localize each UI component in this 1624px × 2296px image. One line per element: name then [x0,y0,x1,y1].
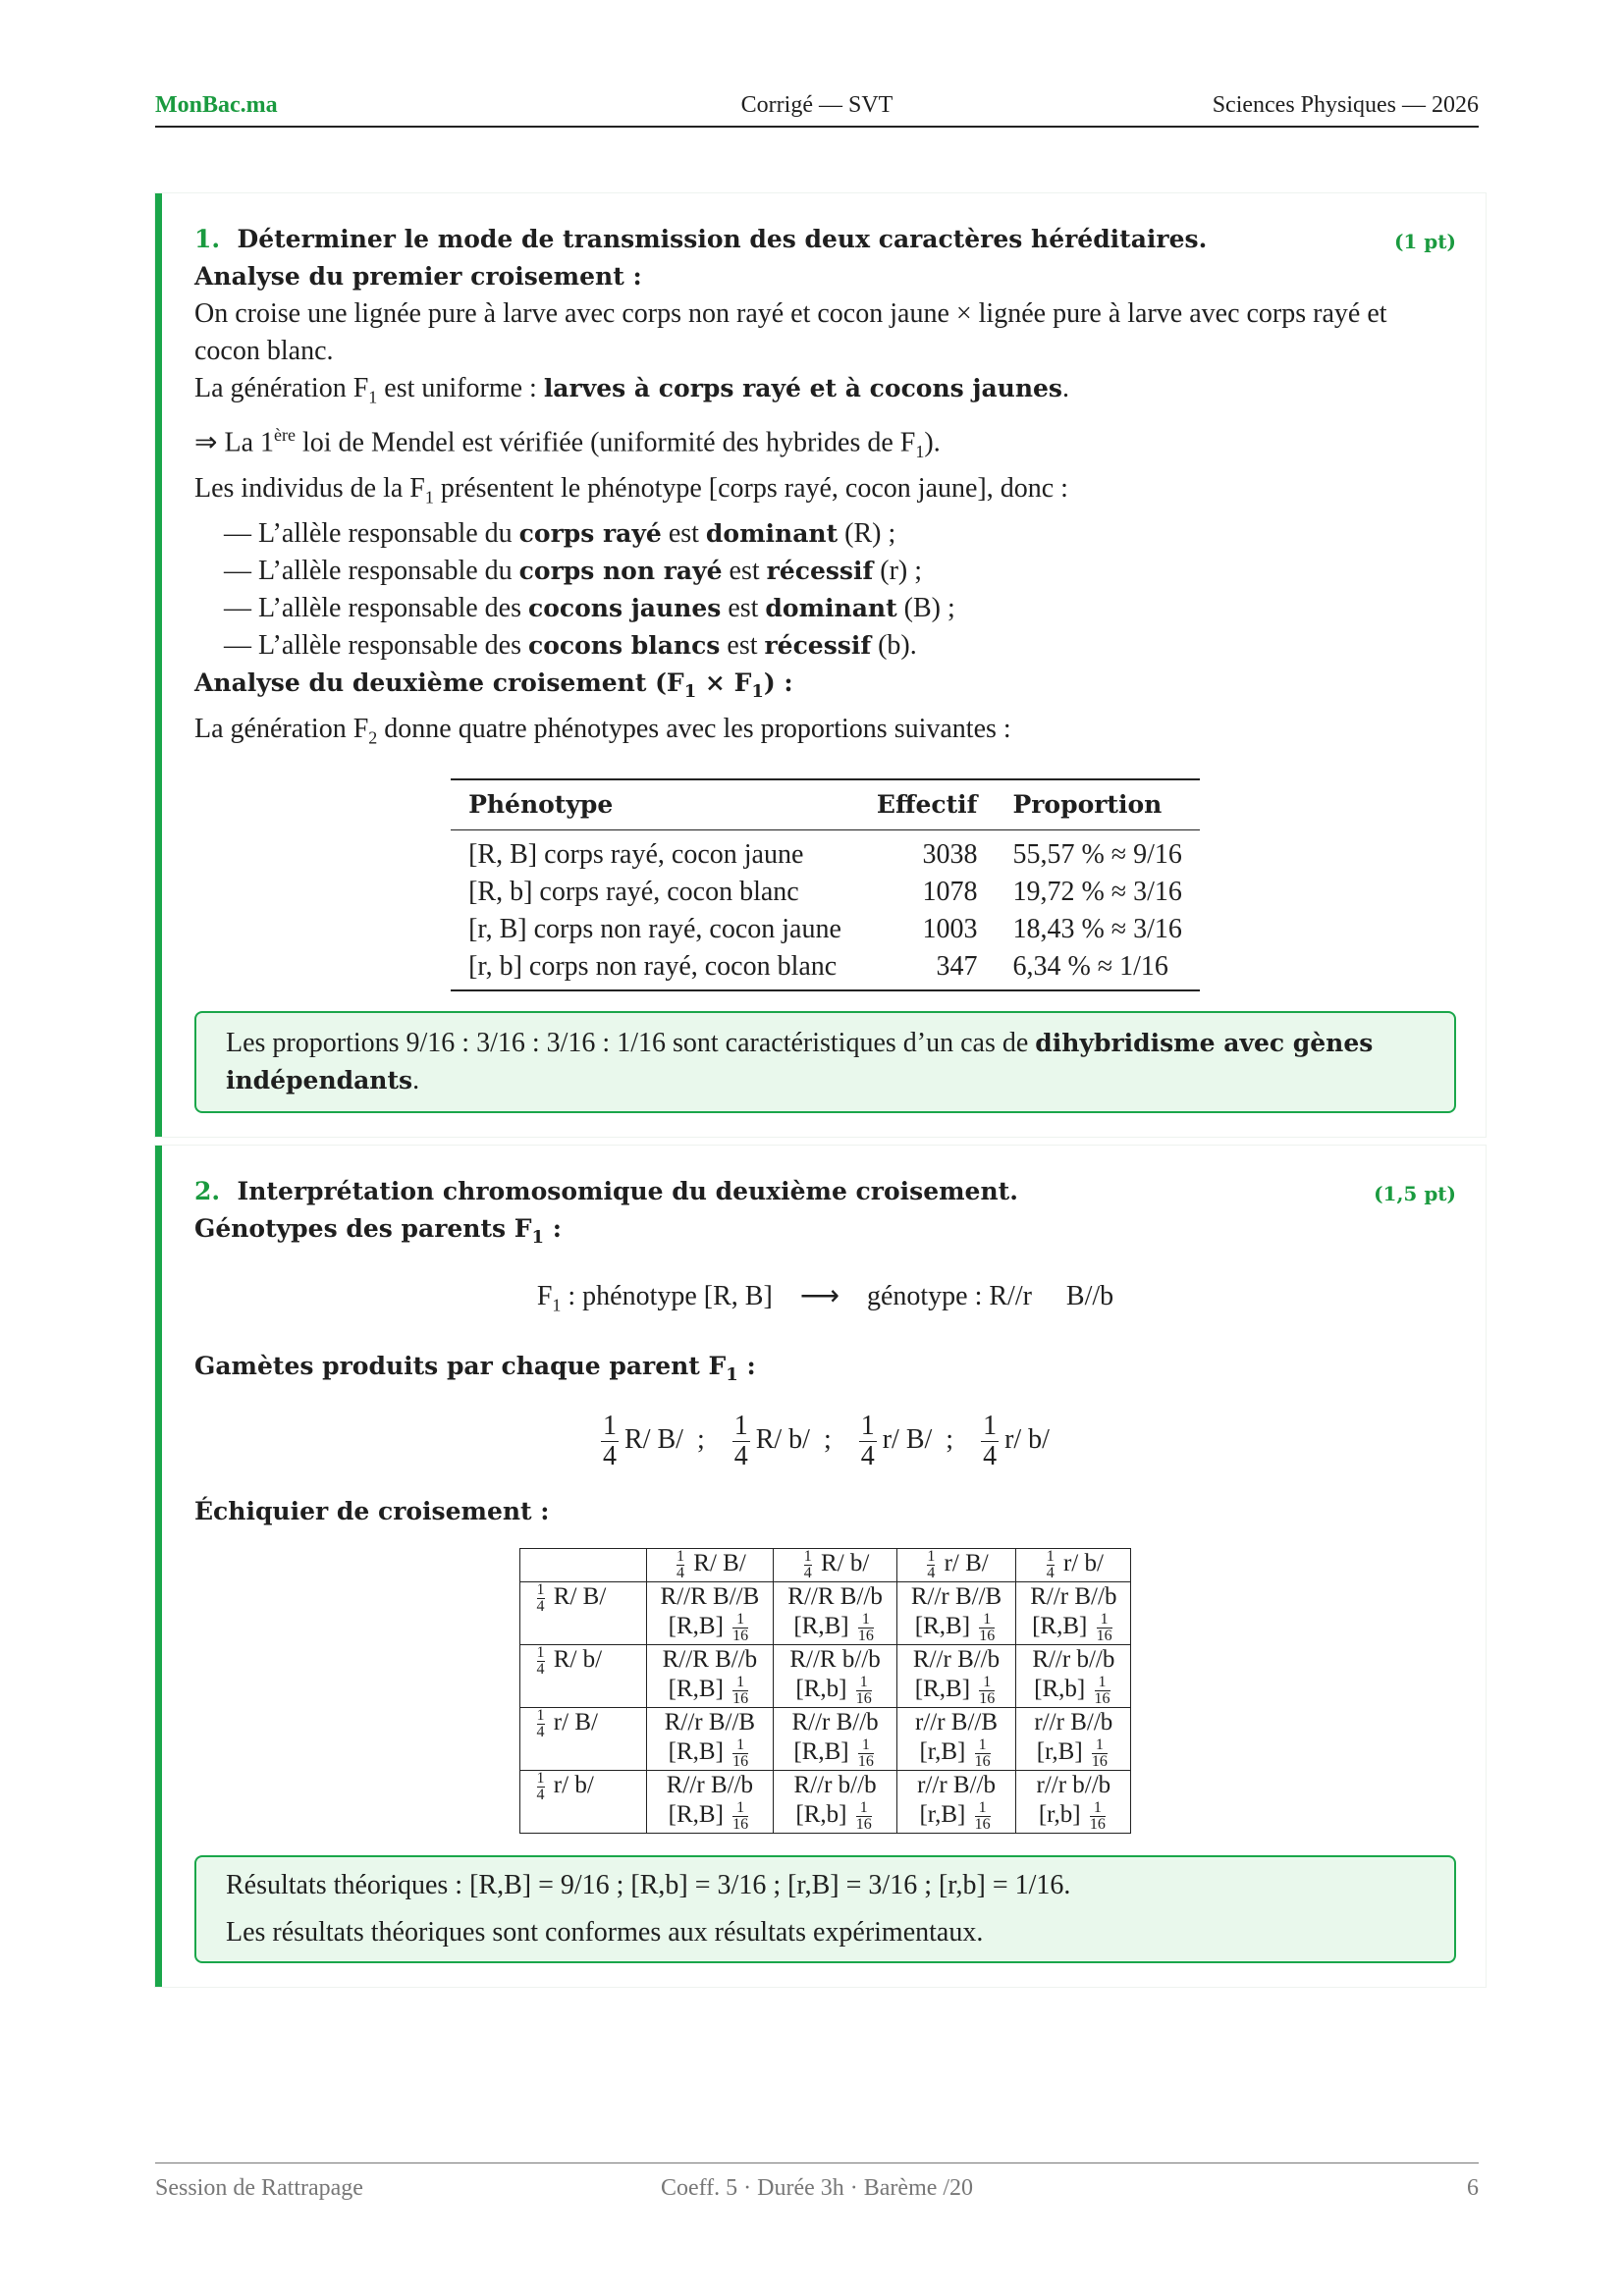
table-cell: 18,43 % ≈ 3/16 [1012,913,1182,944]
table-cell: [R, B] corps rayé, cocon jaune [468,838,804,870]
row-header: $\frac{1}{4}$ R/ B/ [519,1581,646,1644]
question-1-number: 1. [194,225,221,253]
table-row [519,1644,1131,1707]
column-header: $\frac{1}{4}$ R/ B/ [646,1548,774,1581]
fraction: $\frac{1}{16}$ [855,1798,872,1833]
header-series: Sciences Physiques — 2026 [1212,92,1479,118]
table-cell: 55,57 % ≈ 9/16 [1012,838,1182,870]
page-footer [155,2163,1479,2201]
fraction: $\frac{1}{4}$ [733,1410,748,1471]
fraction: $\frac{1}{4}$ [677,1547,685,1581]
corner-cell [519,1548,646,1581]
column-header: Effectif [859,779,996,830]
first-cross-text: On croise une lignée pure à larve avec corps non rayé et cocon jaune × lignée pure à larve avec corps rayé et cocon blanc. [194,298,1387,366]
fraction: $\frac{1}{16}$ [857,1735,874,1770]
fraction: $\frac{1}{16}$ [732,1610,749,1644]
fraction: $\frac{1}{16}$ [857,1610,874,1644]
mendel-law-text: ⇒ La 1ère loi de Mendel est vérifiée (uniformité des hybrides de $F_1$). [194,424,941,461]
punnett-cell: R//R b//b [R,b] $\frac{1}{16}$ [774,1644,897,1707]
column-header: $\frac{1}{4}$ r/ B/ [896,1548,1015,1581]
row-header: $\frac{1}{4}$ r/ b/ [519,1770,646,1833]
conclusion-box: Les proportions 9/16 : 3/16 : 3/16 : 1/16 sont caractéristiques d’un cas de dihybridisme avec gènes indépendants. [194,1011,1456,1113]
fraction: $\frac{1}{16}$ [1091,1735,1108,1770]
column-header: Proportion [995,779,1199,830]
question-2-text: Interprétation chromosomique du deuxième croisement. [237,1177,1018,1205]
table-header-row [451,779,1200,830]
f1-phenotype-text: Les individus de la $F_1$ présentent le phénotype [corps rayé, cocon jaune], donc : [194,472,1068,507]
table-cell: 347 [859,948,996,990]
punnett-cell: R//R B//b [R,B] $\frac{1}{16}$ [646,1644,774,1707]
table-row [519,1707,1131,1770]
table-row [451,911,1200,948]
fraction: $\frac{1}{16}$ [732,1673,749,1707]
punnett-cell: R//r B//B [R,B] $\frac{1}{16}$ [646,1707,774,1770]
question-2-points: (1,5 pt) [1374,1182,1456,1205]
question-1-text: Déterminer le mode de transmission des deux caractères héréditaires. [237,225,1208,253]
fraction: $\frac{1}{4}$ [927,1547,936,1581]
fraction: $\frac{1}{4}$ [536,1769,545,1803]
punnett-cell: r//r B//B [r,B] $\frac{1}{16}$ [896,1707,1015,1770]
fraction: $\frac{1}{4}$ [1046,1547,1055,1581]
dihybridism-bold: dihybridisme avec gènes indépendants [226,1028,1374,1095]
table-row [451,874,1200,911]
punnett-cell: r//r b//b [r,b] $\frac{1}{16}$ [1016,1770,1131,1833]
punnett-cell: R//r B//b [R,B] $\frac{1}{16}$ [646,1770,774,1833]
table-header-row [519,1548,1131,1581]
row-header: $\frac{1}{4}$ R/ b/ [519,1644,646,1707]
footer-coefficient: Coeff. 5 · Durée 3h · Barème /20 [660,2175,974,2201]
gametes-heading: Gamètes produits par chaque parent $F_1$ : [194,1351,756,1385]
fraction: $\frac{1}{4}$ [536,1580,545,1615]
fraction: $\frac{1}{4}$ [536,1706,545,1740]
fraction: $\frac{1}{16}$ [732,1798,749,1833]
fraction: $\frac{1}{16}$ [1094,1673,1110,1707]
parents-genotype-heading: Génotypes des parents $F_1$ : [194,1214,562,1248]
allele-list [194,515,1456,665]
arrow-icon: ⟶ [799,1281,839,1311]
fraction: $\frac{1}{16}$ [732,1735,749,1770]
fraction: $\frac{1}{16}$ [1089,1798,1106,1833]
phenotype-table [451,778,1200,991]
fraction: $\frac{1}{16}$ [855,1673,872,1707]
question-2-number: 2. [194,1177,221,1205]
punnett-cell: R//R B//b [R,B] $\frac{1}{16}$ [774,1581,897,1644]
punnett-cell: R//r B//b [R,B] $\frac{1}{16}$ [896,1644,1015,1707]
results-box [194,1855,1456,1963]
fraction: $\frac{1}{4}$ [603,1410,618,1471]
fraction: $\frac{1}{16}$ [979,1673,996,1707]
page-header [155,90,1479,128]
table-cell: 1003 [922,913,978,944]
punnett-heading: Échiquier de croisement : [194,1496,550,1525]
punnett-cell: R//r b//b [R,b] $\frac{1}{16}$ [774,1770,897,1833]
table-row [519,1770,1131,1833]
punnett-square [519,1548,1132,1834]
results-conclusion: Les résultats théoriques sont conformes aux résultats expérimentaux. [226,1916,984,1948]
first-cross-heading: Analyse du premier croisement : [194,262,642,291]
f1-phenotype-bold: larves à corps rayé et à cocons jaunes [543,374,1063,402]
brand-logo[interactable]: MonBac.ma [155,92,278,118]
table-cell: 6,34 % ≈ 1/16 [995,948,1199,990]
punnett-cell: R//r B//b [R,B] $\frac{1}{16}$ [774,1707,897,1770]
row-header: $\frac{1}{4}$ r/ B/ [519,1707,646,1770]
question-1-title [194,221,1456,258]
fraction: $\frac{1}{16}$ [979,1610,996,1644]
table-cell: [r, B] corps non rayé, cocon jaune [468,913,841,944]
table-cell: 3038 [922,838,978,870]
table-cell: 1078 [922,876,978,907]
table-row [451,948,1200,990]
second-cross-heading: Analyse du deuxième croisement $(F_1 \times F_1)$ : [194,668,793,703]
question-2-title [194,1173,1456,1210]
list-item: — L’allèle responsable des cocons blancs est récessif (b). [224,627,1456,665]
footer-session: Session de Rattrapage [155,2175,363,2201]
punnett-cell: r//r B//b [r,B] $\frac{1}{16}$ [896,1770,1015,1833]
column-header: Phénotype [451,779,859,830]
f1-uniform-text: La génération $F_1$ est uniforme : larves à corps rayé et à cocons jaunes. [194,373,1070,407]
table-cell: [r, b] corps non rayé, cocon blanc [451,948,859,990]
punnett-cell: R//R B//B [R,B] $\frac{1}{16}$ [646,1581,774,1644]
header-subject: Corrigé — SVT [740,92,893,118]
theoretical-results: Résultats théoriques : [R,B] = 9/16 ; [R,b] = 3/16 ; [r,B] = 3/16 ; [r,b] = 1/16. [226,1869,1071,1900]
table-row [519,1581,1131,1644]
table-cell: 19,72 % ≈ 3/16 [1012,876,1182,907]
list-item: — L’allèle responsable du corps non rayé est récessif (r) ; [224,553,1456,590]
fraction: $\frac{1}{16}$ [974,1735,991,1770]
fraction: $\frac{1}{16}$ [1096,1610,1112,1644]
genotype-equation: $F_1$ : phénotype [R, B] ⟶ génotype : R//r B//b [536,1281,1114,1315]
question-2-section [155,1146,1486,1987]
table-row [451,829,1200,874]
f2-intro-text: La génération $F_2$ donne quatre phénotypes avec les proportions suivantes : [194,714,1011,748]
fraction: $\frac{1}{16}$ [974,1798,991,1833]
punnett-cell: R//r B//b [R,B] $\frac{1}{16}$ [1016,1581,1131,1644]
list-item: — L’allèle responsable du corps rayé est dominant (R) ; [224,515,1456,553]
column-header: $\frac{1}{4}$ r/ b/ [1016,1548,1131,1581]
fraction: $\frac{1}{4}$ [983,1410,998,1471]
question-1-section [155,193,1486,1137]
fraction: $\frac{1}{4}$ [860,1410,875,1471]
punnett-cell: r//r B//b [r,B] $\frac{1}{16}$ [1016,1707,1131,1770]
gametes-line: $\frac{1}{4}$ R/ B/ ; $\frac{1}{4}$ R/ b/ ; $\frac{1}{4}$ r/ B/ ; $\frac{1}{4}$ r/ b/ [603,1410,1050,1471]
fraction: $\frac{1}{4}$ [536,1643,545,1678]
column-header: $\frac{1}{4}$ R/ b/ [774,1548,897,1581]
table-cell: [R, b] corps rayé, cocon blanc [468,876,799,907]
list-item: — L’allèle responsable des cocons jaunes est dominant (B) ; [224,590,1456,627]
question-1-points: (1 pt) [1393,230,1456,253]
page-number: 6 [1467,2175,1479,2201]
punnett-cell: R//r B//B [R,B] $\frac{1}{16}$ [896,1581,1015,1644]
fraction: $\frac{1}{4}$ [803,1547,812,1581]
punnett-cell: R//r b//b [R,b] $\frac{1}{16}$ [1016,1644,1131,1707]
